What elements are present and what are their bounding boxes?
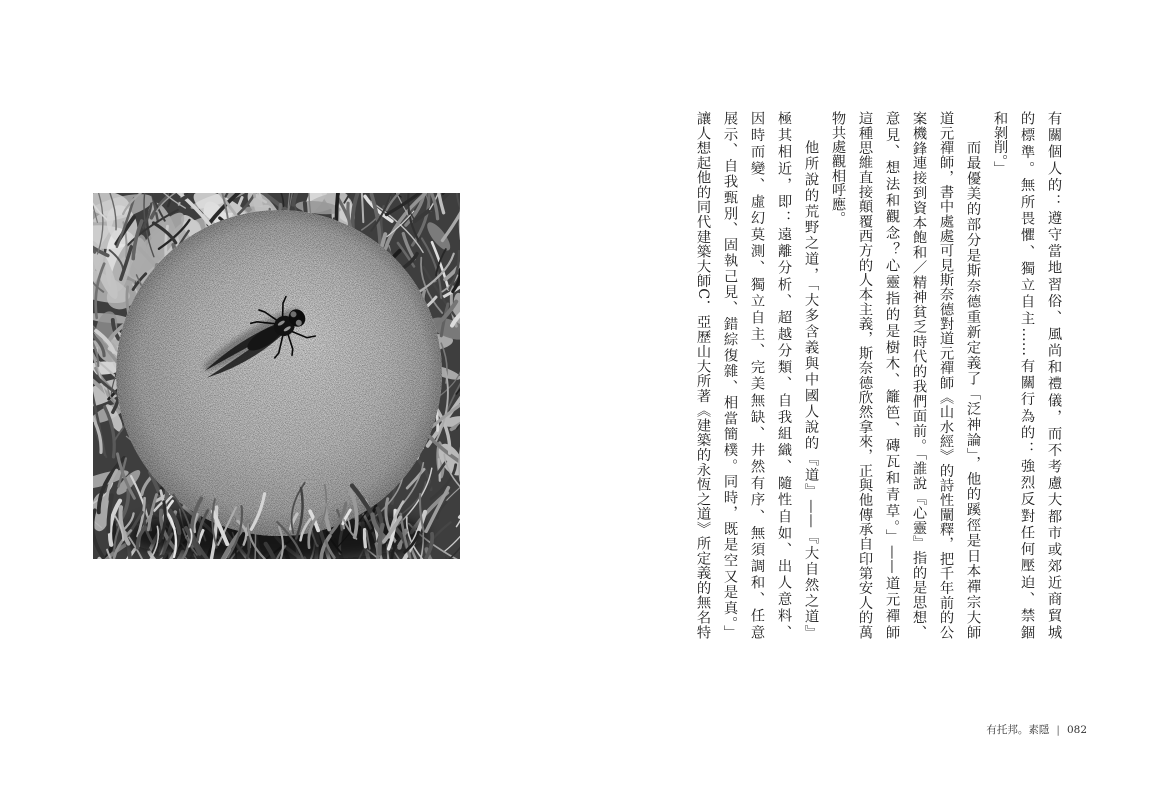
text-column: 讓人想起他的同代建築大師C．亞歷山大所著《建築的永恆之道》所定義的無名特 bbox=[695, 111, 711, 639]
footer bbox=[986, 722, 1087, 737]
grass-blade bbox=[255, 522, 256, 559]
grass-blade bbox=[365, 530, 366, 547]
text-column: 這種思維直接顛覆西方的人本主義，斯奈德欣然拿來，正與他傳承自印第安人的萬 bbox=[857, 111, 873, 639]
text-column: 展示、自我甄別、固執己見、錯綜復雜、相當簡樸。同時，既是空又是真。」 bbox=[722, 111, 738, 639]
page-number: 082 bbox=[1066, 724, 1087, 736]
text-column: 和剝削。」 bbox=[992, 111, 1008, 176]
text-block bbox=[689, 111, 1067, 639]
text-column: 案機鋒連接到資本飽和／精神貧乏時代的我們面前。「誰說『心靈』指的是思想、 bbox=[911, 111, 927, 639]
text-column: 因時而變、虛幻莫測、獨立自主、完美無缺、井然有序、無須調和、任意 bbox=[749, 111, 765, 639]
text-column: 意見、想法和觀念？心靈指的是樹木、籬笆、磚瓦和青草。」——道元禪師 bbox=[884, 111, 900, 639]
text-column: 極其相近，即：遠離分析、超越分類、自我組織、隨性自如、出人意料、 bbox=[776, 111, 792, 639]
footer-separator: | bbox=[1056, 724, 1060, 736]
paragraph bbox=[824, 111, 986, 639]
photo-image bbox=[93, 193, 460, 559]
paragraph bbox=[689, 111, 824, 639]
text-column: 的標準。無所畏懼、獨立自主……有關行為的：強烈反對任何壓迫、禁錮 bbox=[1019, 111, 1035, 639]
paragraph bbox=[986, 111, 1067, 639]
photo bbox=[93, 193, 460, 559]
text-column: 有關個人的：遵守當地習俗、風尚和禮儀，而不考慮大都市或郊近商貿城 bbox=[1046, 111, 1062, 639]
text-column: 他所說的荒野之道，「大多含義與中國人說的『道』——『大自然之道』 bbox=[803, 139, 819, 639]
stone-sphere bbox=[116, 210, 442, 536]
text-column: 物共處觀相呼應。 bbox=[830, 111, 846, 226]
running-title: 有托邦。素隱 bbox=[986, 724, 1050, 736]
text-column: 而最優美的部分是斯奈德重新定義了「泛神論」，他的蹊徑是日本禪宗大師 bbox=[965, 139, 981, 639]
text-column: 道元禪師，書中處處可見斯奈德對道元禪師《山水經》的詩性闡釋，把千年前的公 bbox=[938, 111, 954, 639]
